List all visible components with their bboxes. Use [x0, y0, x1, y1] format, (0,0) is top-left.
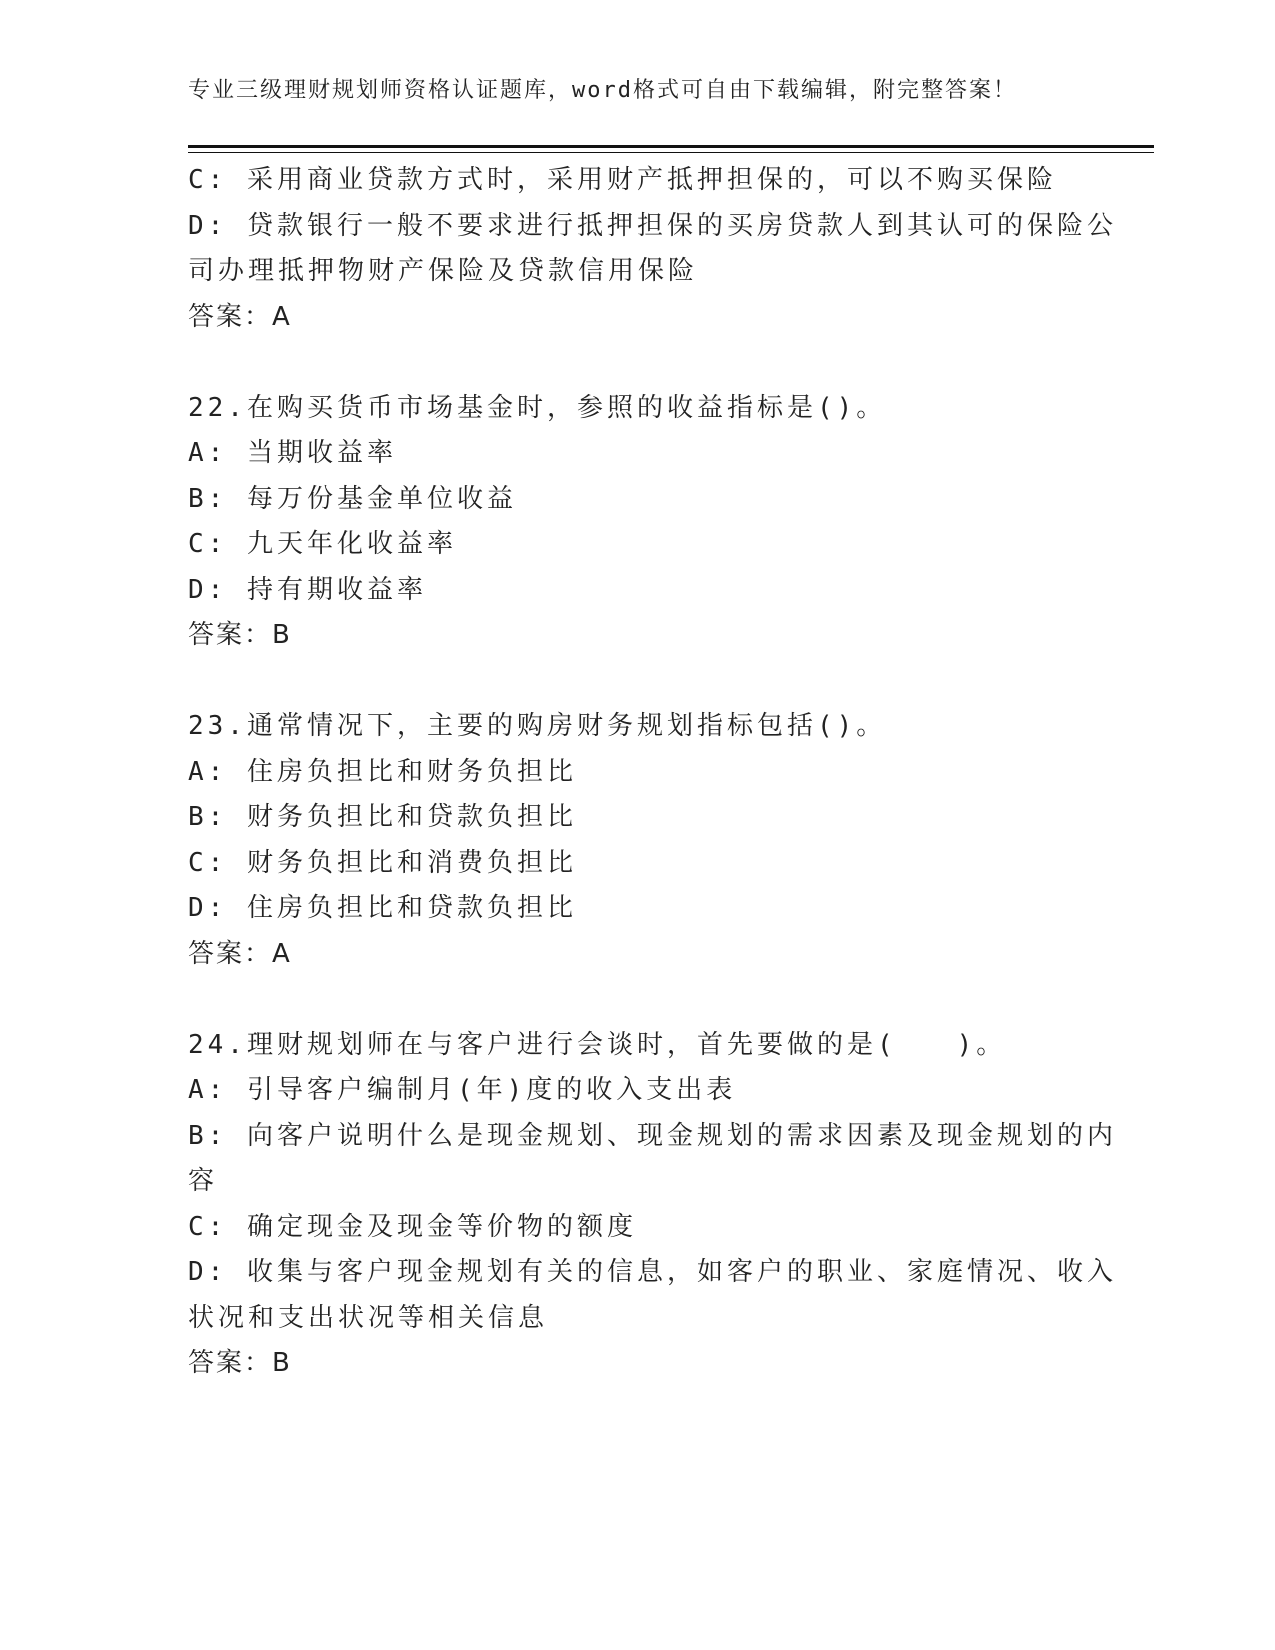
question-block-22	[188, 386, 1088, 659]
option-d: D: 收集与客户现金规划有关的信息，如客户的职业、家庭情况、收入	[188, 1257, 1117, 1287]
spacer	[188, 659, 1088, 705]
option-d: D: 贷款银行一般不要求进行抵押担保的买房贷款人到其认可的保险公	[188, 210, 1117, 241]
question-text: 23.通常情况下，主要的购房财务规划指标包括()。	[188, 711, 887, 741]
option-a: A: 当期收益率	[188, 438, 397, 468]
option-c: C: 采用商业贷款方式时，采用财产抵押担保的，可以不购买保险	[188, 165, 1057, 195]
option-d-continuation: 状况和支出状况等相关信息	[188, 1302, 549, 1333]
answer: 答案：B	[188, 620, 292, 650]
option-a: A: 住房负担比和财务负担比	[188, 756, 577, 787]
spacer	[188, 340, 1088, 386]
option-b: B: 财务负担比和贷款负担比	[188, 802, 577, 832]
header-divider-thick	[188, 145, 1154, 148]
header-divider-thin	[188, 152, 1154, 153]
option-d: D: 持有期收益率	[188, 574, 427, 605]
page-header: 专业三级理财规划师资格认证题库，word格式可自由下载编辑，附完整答案！	[188, 78, 1017, 103]
answer: 答案：B	[188, 1348, 292, 1378]
option-b-continuation: 容	[188, 1166, 219, 1196]
option-c: C: 九天年化收益率	[188, 529, 457, 559]
option-c: C: 财务负担比和消费负担比	[188, 847, 577, 878]
option-d-continuation: 司办理抵押物财产保险及贷款信用保险	[188, 256, 699, 286]
option-b: B: 向客户说明什么是现金规划、现金规划的需求因素及现金规划的内	[188, 1120, 1117, 1151]
question-text: 24.理财规划师在与客户进行会谈时，首先要做的是( )。	[188, 1029, 1007, 1060]
answer: 答案：A	[188, 301, 292, 332]
question-block-24	[188, 1023, 1117, 1387]
option-d: D: 住房负担比和贷款负担比	[188, 893, 577, 923]
option-b: B: 每万份基金单位收益	[188, 483, 517, 514]
document-body	[188, 158, 1117, 1387]
question-block-prev	[188, 158, 1117, 340]
answer: 答案：A	[188, 938, 292, 969]
question-text: 22.在购买货币市场基金时，参照的收益指标是()。	[188, 392, 887, 423]
option-a: A: 引导客户编制月(年)度的收入支出表	[188, 1075, 737, 1105]
option-c: C: 确定现金及现金等价物的额度	[188, 1211, 637, 1242]
question-block-23	[188, 704, 1088, 977]
spacer	[188, 977, 1088, 1023]
